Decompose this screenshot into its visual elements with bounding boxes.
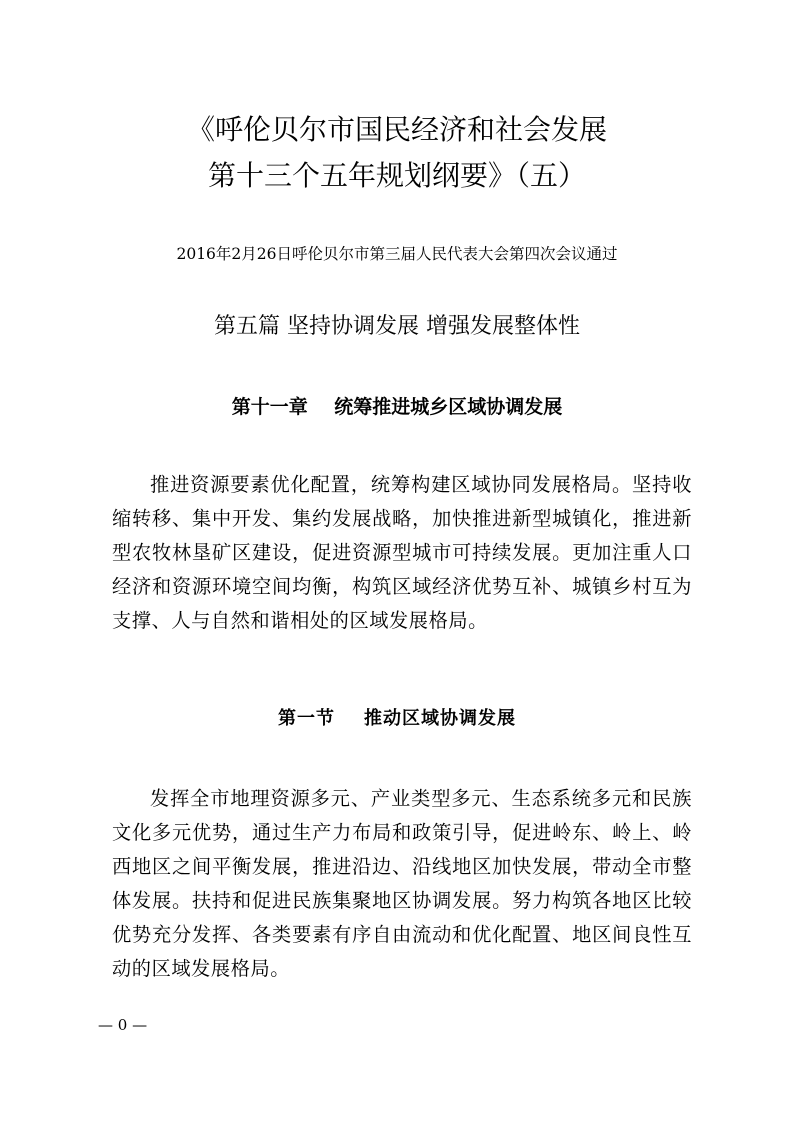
page-number: — 0 — xyxy=(98,1016,148,1034)
section-body-paragraph: 发挥全市地理资源多元、产业类型多元、生态系统多元和民族文化多元优势，通过生产力布局和政策引导，促进岭东、岭上、岭西地区之间平衡发展，推进沿边、沿线地区加快发展，带动全市整体发展。扶持和促进民族集聚地区协调发展。努力构筑各地区比较优势充分发挥、各类要素有序自由流动和优化配置、地区间良性互动的区域发展格局。 xyxy=(112,787,692,980)
adoption-note: 2016年2月26日呼伦贝尔市第三届人民代表大会第四次会议通过 xyxy=(176,245,618,263)
section-title: 第一节 推动区域协调发展 xyxy=(277,708,517,729)
document-title-line-1: 《呼伦贝尔市国民经济和社会发展 xyxy=(186,113,607,146)
chapter-intro-paragraph: 推进资源要素优化配置，统筹构建区域协同发展格局。坚持收缩转移、集中开发、集约发展战略，加快推进新型城镇化，推进新型农牧林垦矿区建设，促进资源型城市可持续发展。更加注重人口经济和资源环境空间均衡，构筑区域经济优势互补、城镇乡村互为支撑、人与自然和谐相处的区域发展格局。 xyxy=(112,473,692,632)
chapter-title: 第十一章 统筹推进城乡区域协调发展 xyxy=(231,396,563,418)
document-title-line-2: 第十三个五年规划纲要》（五） xyxy=(207,159,586,192)
part-title: 第五篇 坚持协调发展 增强发展整体性 xyxy=(214,314,580,339)
